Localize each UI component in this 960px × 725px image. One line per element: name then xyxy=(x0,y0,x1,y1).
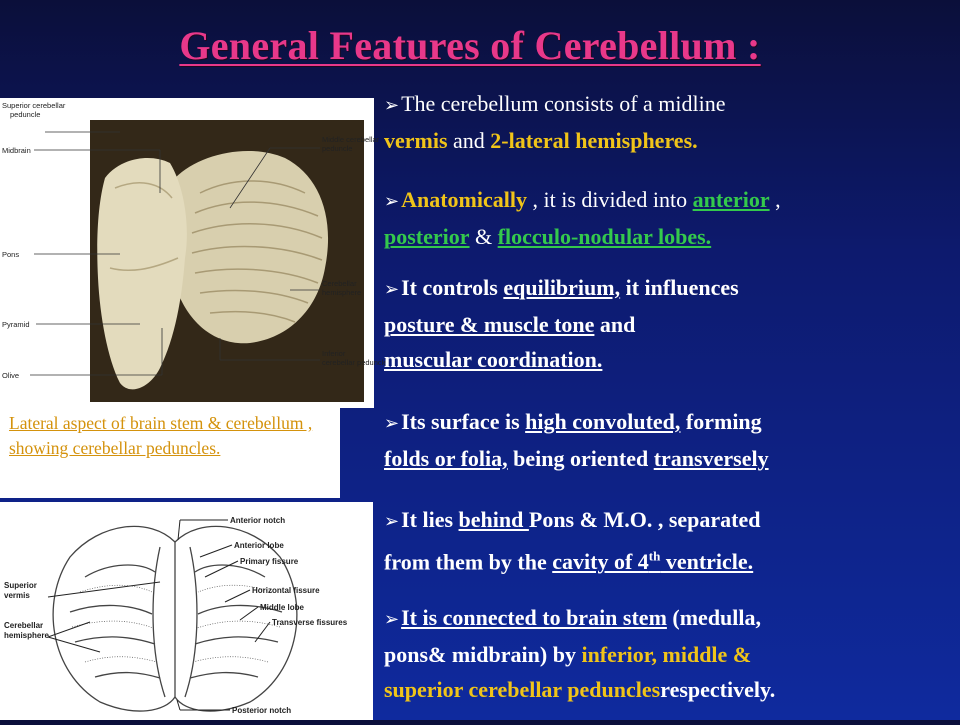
bullet-2-posterior: posterior xyxy=(384,224,470,249)
label-olive: Olive xyxy=(2,371,20,380)
bullet-3-coordination: muscular coordination. xyxy=(384,347,603,372)
bullet-2-text: , it is divided into xyxy=(526,187,693,212)
bullet-4-convoluted: high convoluted, xyxy=(525,409,681,434)
bullet-1-vermis: vermis xyxy=(384,128,448,153)
bullet-5-th: th xyxy=(648,549,661,564)
label-anterior-lobe: Anterior lobe xyxy=(234,541,284,550)
label-transverse-fissures: Transverse fissures xyxy=(272,618,348,627)
cerebellum-diagram xyxy=(0,502,373,720)
label-superior-1: Superior xyxy=(4,581,37,590)
cerebellum-diagram-figure xyxy=(0,502,373,720)
bullet-1-and: and xyxy=(447,128,491,153)
bullet-6-connected: It is connected to brain stem xyxy=(401,605,667,630)
label-ch-2: hemisphere xyxy=(322,288,362,297)
bullet-2-comma: , xyxy=(769,187,781,212)
label-mcp-2: peduncle xyxy=(322,144,353,153)
bullet-5-ventricle: ventricle. xyxy=(660,549,754,575)
label-anterior-notch: Anterior notch xyxy=(230,516,286,525)
bullet-1 xyxy=(384,86,954,158)
brainstem-cerebellum-figure xyxy=(0,98,388,408)
arrow-bullet-icon: ➢ xyxy=(384,191,400,212)
bullet-6-medulla: (medulla, xyxy=(666,605,762,630)
bullet-3-and: and xyxy=(594,312,636,337)
label-cerebellar-2: hemisphere xyxy=(4,631,49,640)
bullet-4-oriented: being oriented xyxy=(507,446,654,471)
bullet-6-inferior: inferior, xyxy=(581,642,658,667)
label-scp-1: Superior cerebellar xyxy=(2,101,66,110)
label-superior-2: vermis xyxy=(4,591,30,600)
bullet-4-text: Its surface is xyxy=(401,409,526,434)
bullet-6 xyxy=(384,600,954,707)
label-scp-2: peduncle xyxy=(10,110,41,119)
bullet-1-hemispheres: 2-lateral hemispheres. xyxy=(490,128,698,153)
bullet-5-text: It lies xyxy=(401,507,459,532)
bullet-1-text: The cerebellum consists of a midline xyxy=(401,91,726,116)
bullet-5 xyxy=(384,502,954,579)
bullet-3-posture: posture & muscle tone xyxy=(384,312,595,337)
bullet-5-from: from them by the xyxy=(384,549,553,575)
bullet-3-influences: it influences xyxy=(620,275,739,300)
bullet-2 xyxy=(384,182,954,254)
label-ch-1: Cerebellar xyxy=(322,279,357,288)
label-icp-2: cerebellar peduncle xyxy=(322,358,388,367)
bullet-3 xyxy=(384,270,954,377)
arrow-bullet-icon: ➢ xyxy=(384,95,400,116)
bullet-5-cavity: cavity of 4 xyxy=(552,549,649,575)
label-posterior-notch: Posterior notch xyxy=(232,706,292,715)
label-cerebellar-1: Cerebellar xyxy=(4,621,44,630)
bullet-6-peduncles: superior cerebellar peduncles xyxy=(384,677,661,702)
bullet-6-respectively: respectively. xyxy=(660,677,776,702)
label-midbrain: Midbrain xyxy=(2,146,31,155)
arrow-bullet-icon: ➢ xyxy=(384,609,400,630)
bullet-4-folia: folds or folia, xyxy=(384,446,508,471)
bullet-4-forming: forming xyxy=(680,409,762,434)
figure-caption: Lateral aspect of brain stem & cerebellum , showing cerebellar peduncles. xyxy=(9,413,313,458)
label-pons: Pons xyxy=(2,250,20,259)
bullet-2-anterior: anterior xyxy=(692,187,770,212)
label-primary-fissure: Primary fissure xyxy=(240,557,299,566)
bullet-2-amp: & xyxy=(469,224,498,249)
label-horizontal-fissure: Horizontal fissure xyxy=(252,586,320,595)
figure-caption-box xyxy=(0,408,340,498)
bullet-6-pons: pons& midbrain) by xyxy=(384,642,582,667)
bullet-2-flocculo: flocculo-nodular lobes. xyxy=(497,224,712,249)
bullet-3-text: It controls xyxy=(401,275,504,300)
slide-title: General Features of Cerebellum : xyxy=(179,23,761,68)
bullet-5-behind: behind xyxy=(458,507,529,532)
label-middle-lobe: Middle lobe xyxy=(260,603,304,612)
bullet-5-pons: Pons & M.O. , separated xyxy=(528,507,761,532)
bullet-6-amp: & xyxy=(727,642,752,667)
bullet-4 xyxy=(384,404,954,476)
arrow-bullet-icon: ➢ xyxy=(384,279,400,300)
label-pyramid: Pyramid xyxy=(2,320,30,329)
arrow-bullet-icon: ➢ xyxy=(384,413,400,434)
bullet-4-transversely: transversely xyxy=(653,446,769,471)
bullet-3-equilibrium: equilibrium, xyxy=(503,275,621,300)
arrow-bullet-icon: ➢ xyxy=(384,511,400,532)
label-mcp-1: Middle cerebellar xyxy=(322,135,380,144)
label-icp-1: Inferior xyxy=(322,349,346,358)
bullet-6-middle: middle xyxy=(657,642,728,667)
bullet-2-anatomically: Anatomically xyxy=(401,187,527,212)
brainstem-cerebellum-photo xyxy=(0,98,388,408)
